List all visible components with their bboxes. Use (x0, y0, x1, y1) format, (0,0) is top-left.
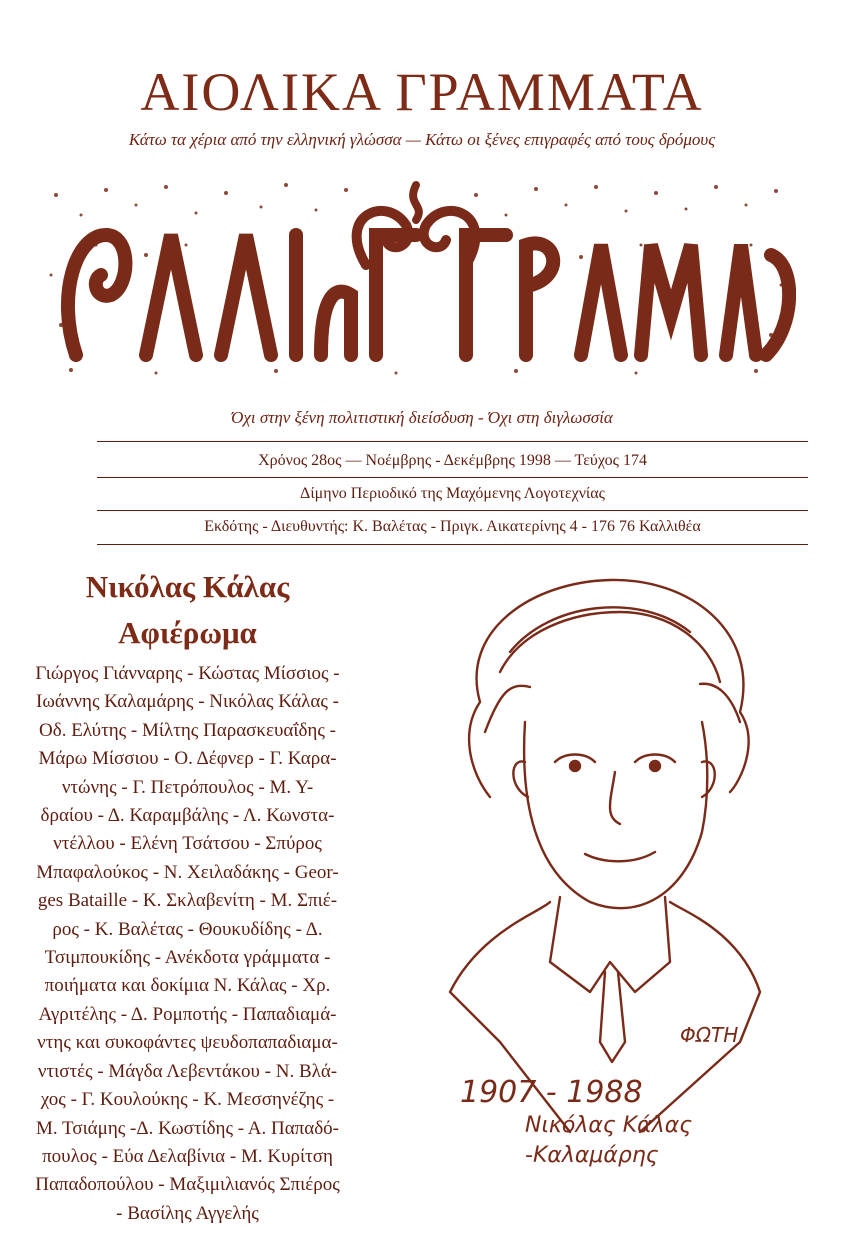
contributor-line: Ιωάννης Καλαμάρης - Νικόλας Κάλας - (36, 691, 339, 713)
contributor-line: ντώνης - Γ. Πετρόπουλος - Μ. Υ- (61, 776, 314, 798)
decorative-logo-banner (36, 175, 796, 385)
contributor-line: Αγριτέλης - Δ. Ρομποτής - Παπαδιαμά- (38, 1003, 337, 1025)
feature-column (10, 568, 365, 1228)
portrait-sketch (440, 572, 780, 1172)
contributor-line: Οδ. Ελύτης - Μίλτης Παρασκευαΐδης - (39, 719, 336, 741)
divider-rule (97, 510, 808, 511)
contributor-line: Τσιμπουκίδης - Ανέκδοτα γράμματα - (44, 947, 331, 969)
mouth (585, 852, 655, 861)
contributor-line: δραίου - Δ. Καραμβάλης - Λ. Κωνστα- (40, 805, 335, 827)
periodical-description: Δίμηνο Περιοδικό της Μαχόμενης Λογοτεχνίας (300, 485, 605, 502)
neck-collar (550, 897, 670, 992)
divider-rule (97, 477, 808, 478)
divider-rule (97, 544, 808, 545)
life-years: 1907 - 1988 (460, 1075, 643, 1110)
face (524, 722, 707, 908)
logo-letterforms (68, 235, 789, 355)
contributor-line: πουλος - Εύα Δελαβίνια - Μ. Κυρίτση (42, 1145, 333, 1167)
caption-name: Νικόλας Κάλας (525, 1113, 693, 1138)
contributor-line: ντιστές - Μάγδα Λεβεντάκου - Ν. Βλά- (37, 1060, 338, 1082)
top-motto: Κάτω τα χέρια από την ελληνική γλώσσα — Κάτω οι ξένες επιγραφές από τους δρόμους (128, 130, 716, 149)
contributor-line: Μ. Τσιάμης -Δ. Κωστίδης - Α. Παπαδό- (35, 1117, 340, 1139)
contributors-list (10, 660, 365, 1228)
contributor-line: ντης και συκοφάντες ψευδοπαπαδιαμα- (37, 1032, 338, 1054)
nose (610, 772, 620, 824)
feature-name: Νικόλας Κάλας (85, 569, 290, 604)
contributor-line: ποιήματα και δοκίμια Ν. Κάλας - Χρ. (44, 975, 331, 997)
contributor-line: ρος - Κ. Βαλέτας - Θουκυδίδης - Δ. (52, 918, 323, 940)
contributor-line: Μπαφαλούκος - Ν. Χειλαδάκης - Geor- (36, 861, 339, 883)
tie (600, 972, 625, 1062)
contributor-line: χος - Γ. Κουλούκης - Κ. Μεσσηνέζης - (40, 1089, 335, 1111)
bottom-motto: Όχι στην ξένη πολιτιστική διείσδυση - Όχι στη διγλωσσία (231, 408, 613, 427)
feature-subtitle: Αφιέρωμα (118, 615, 257, 650)
issue-date-line: Χρόνος 28ος — Νοέμβρης - Δεκέμβρης 1998 — Τεύχος 174 (258, 452, 647, 469)
divider-rule (97, 441, 808, 442)
publisher-address: Εκδότης - Διευθυντής: Κ. Βαλέτας - Πριγκ. Αικατερίνης 4 - 176 76 Καλλιθέα (204, 518, 701, 535)
contributor-line: ντέλλου - Ελένη Τσάτσου - Σπύρος (53, 833, 322, 855)
contributor-line: Μάρω Μίσσιου - Ο. Δέφνερ - Γ. Καρα- (38, 748, 337, 770)
contributor-line: - Βασίλης Αγγελής (116, 1202, 259, 1224)
contributor-line: Παπαδοπούλου - Μαξιμιλιανός Σπιέρος (35, 1174, 340, 1196)
contributor-line: Γιώργος Γιάνναρης - Κώστας Μίσσιος - (35, 663, 340, 684)
magazine-title: ΑΙΟΛΙΚΑ ΓΡΑΜΜΑΤΑ (140, 62, 704, 122)
artist-signature: ΦΩΤΗ (680, 1023, 739, 1047)
contributor-line: ges Bataille - Κ. Σκλαβενίτη - Μ. Σπιέ- (37, 890, 338, 912)
caption-surname: -Καλαμάρης (525, 1143, 659, 1168)
